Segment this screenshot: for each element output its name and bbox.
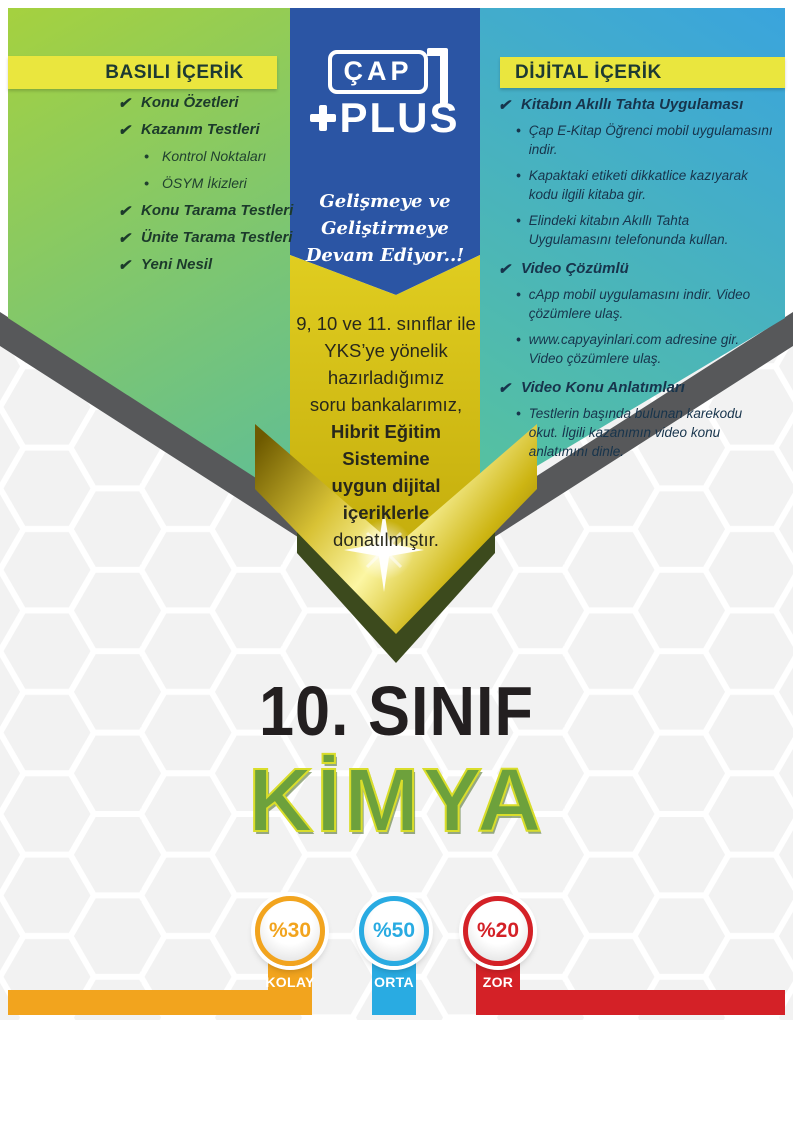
section-title-row (498, 260, 778, 278)
subject-title: KİMYA (248, 751, 545, 851)
bullet-text: Kapaktaki etiketi dikkatlice kazıyarak kodu ilgili kitaba gir. (528, 168, 748, 202)
difficulty-bar-hard (520, 990, 785, 1015)
digital-content-header-band (500, 57, 785, 88)
difficulty-circle-medium (359, 896, 429, 966)
bullet-icon: • (516, 213, 521, 228)
list-item-label: Ünite Tarama Testleri (141, 229, 293, 246)
bullet-icon: • (516, 123, 521, 138)
check-icon: ✔ (498, 261, 511, 278)
section-bullet (516, 285, 774, 323)
bullet-icon: • (516, 287, 521, 302)
logo-plus-row (290, 93, 480, 141)
difficulty-bar-easy (8, 990, 268, 1015)
digital-section (498, 260, 778, 368)
section-title: Video Konu Anlatımları (521, 379, 685, 396)
bullet-icon: • (516, 406, 521, 421)
difficulty-label: ZOR (482, 974, 514, 990)
gold-arrow-text (292, 310, 480, 553)
list-item (118, 256, 313, 283)
printed-content-header-band (8, 56, 277, 89)
check-icon: ✔ (118, 230, 131, 247)
bullet-text: Elindeki kitabın Akıllı Tahta Uygulamasını telefonunda kullan. (528, 213, 729, 247)
bullet-text: Testlerin başında bulunan karekodu okut. İlgili kazanımın video konu anlatımını dinle. (528, 406, 743, 459)
digital-content-header: DİJİTAL İÇERİK (515, 61, 662, 83)
logo-plus-text: PLUS (339, 93, 460, 141)
digital-section (498, 96, 778, 249)
section-bullet (516, 166, 774, 204)
logo-cap-text: ÇAP (328, 50, 427, 94)
arrow-line-bold: uygun dijital içeriklerle (331, 475, 441, 523)
cap-plus-logo (290, 50, 480, 139)
printed-content-list (118, 94, 313, 283)
list-subitem (118, 148, 313, 175)
bullet-icon: • (144, 175, 149, 191)
bullet-icon: • (516, 332, 521, 347)
section-title-row (498, 96, 778, 114)
digital-content-list (498, 96, 778, 472)
section-bullet (516, 211, 774, 249)
list-item-label: Yeni Nesil (141, 256, 213, 273)
arrow-line: YKS’ye yönelik (324, 340, 448, 361)
bullet-text: Çap E-Kitap Öğrenci mobil uygulamasını indir. (528, 123, 773, 157)
arrow-line: soru bankalarımız, (309, 394, 463, 415)
section-title: Video Çözümlü (521, 260, 629, 277)
list-item-label: Konu Özetleri (141, 94, 239, 111)
list-item-label: Kazanım Testleri (141, 121, 260, 138)
check-icon: ✔ (498, 97, 511, 114)
list-item-label: Kontrol Noktaları (162, 148, 267, 164)
plus-icon (310, 105, 336, 131)
list-item-label: Konu Tarama Testleri (141, 202, 294, 219)
logo-cap-row (328, 50, 427, 94)
arrow-line: hazırladığımız (327, 367, 445, 388)
section-bullet (516, 121, 774, 159)
list-item-label: ÖSYM İkizleri (162, 175, 247, 191)
printed-content-header: BASILI İÇERİK (105, 61, 244, 83)
check-icon: ✔ (118, 95, 131, 112)
arrow-line: 9, 10 ve 11. sınıflar ile (296, 313, 476, 334)
arrow-line-bold: Hibrit Eğitim Sistemine (331, 421, 441, 469)
list-item (118, 202, 313, 229)
logo-bracket-icon (427, 48, 448, 104)
check-icon: ✔ (118, 203, 131, 220)
difficulty-circle-easy (255, 896, 325, 966)
bullet-icon: • (144, 148, 149, 164)
check-icon: ✔ (118, 257, 131, 274)
section-bullet (516, 404, 774, 461)
list-subitem (118, 175, 313, 202)
grade-title: 10. SINIF (258, 673, 535, 751)
list-item (118, 121, 313, 148)
tagline (288, 188, 482, 269)
difficulty-percent: %30 (268, 919, 312, 942)
digital-section (498, 379, 778, 461)
difficulty-circle-hard (463, 896, 533, 966)
check-icon: ✔ (498, 380, 511, 397)
arrow-line: donatılmıştır. (333, 529, 439, 550)
list-item (118, 94, 313, 121)
list-item (118, 229, 313, 256)
difficulty-percent: %20 (476, 919, 520, 942)
tagline-line-1: Gelişmeye ve Geliştirmeye (319, 191, 451, 239)
difficulty-percent: %50 (372, 919, 416, 942)
check-icon: ✔ (118, 122, 131, 139)
bullet-text: www.capyayinlari.com adresine gir. Video çözümlere ulaş. (528, 332, 740, 366)
bullet-icon: • (516, 168, 521, 183)
tagline-line-2: Devam Ediyor..! (305, 245, 465, 266)
difficulty-label: ORTA (374, 974, 414, 990)
section-title-row (498, 379, 778, 397)
bullet-text: cApp mobil uygulamasını indir. Video çözümlere ulaş. (528, 287, 751, 321)
section-bullet (516, 330, 774, 368)
difficulty-label: KOLAY (265, 974, 315, 990)
section-title: Kitabın Akıllı Tahta Uygulaması (521, 96, 744, 113)
